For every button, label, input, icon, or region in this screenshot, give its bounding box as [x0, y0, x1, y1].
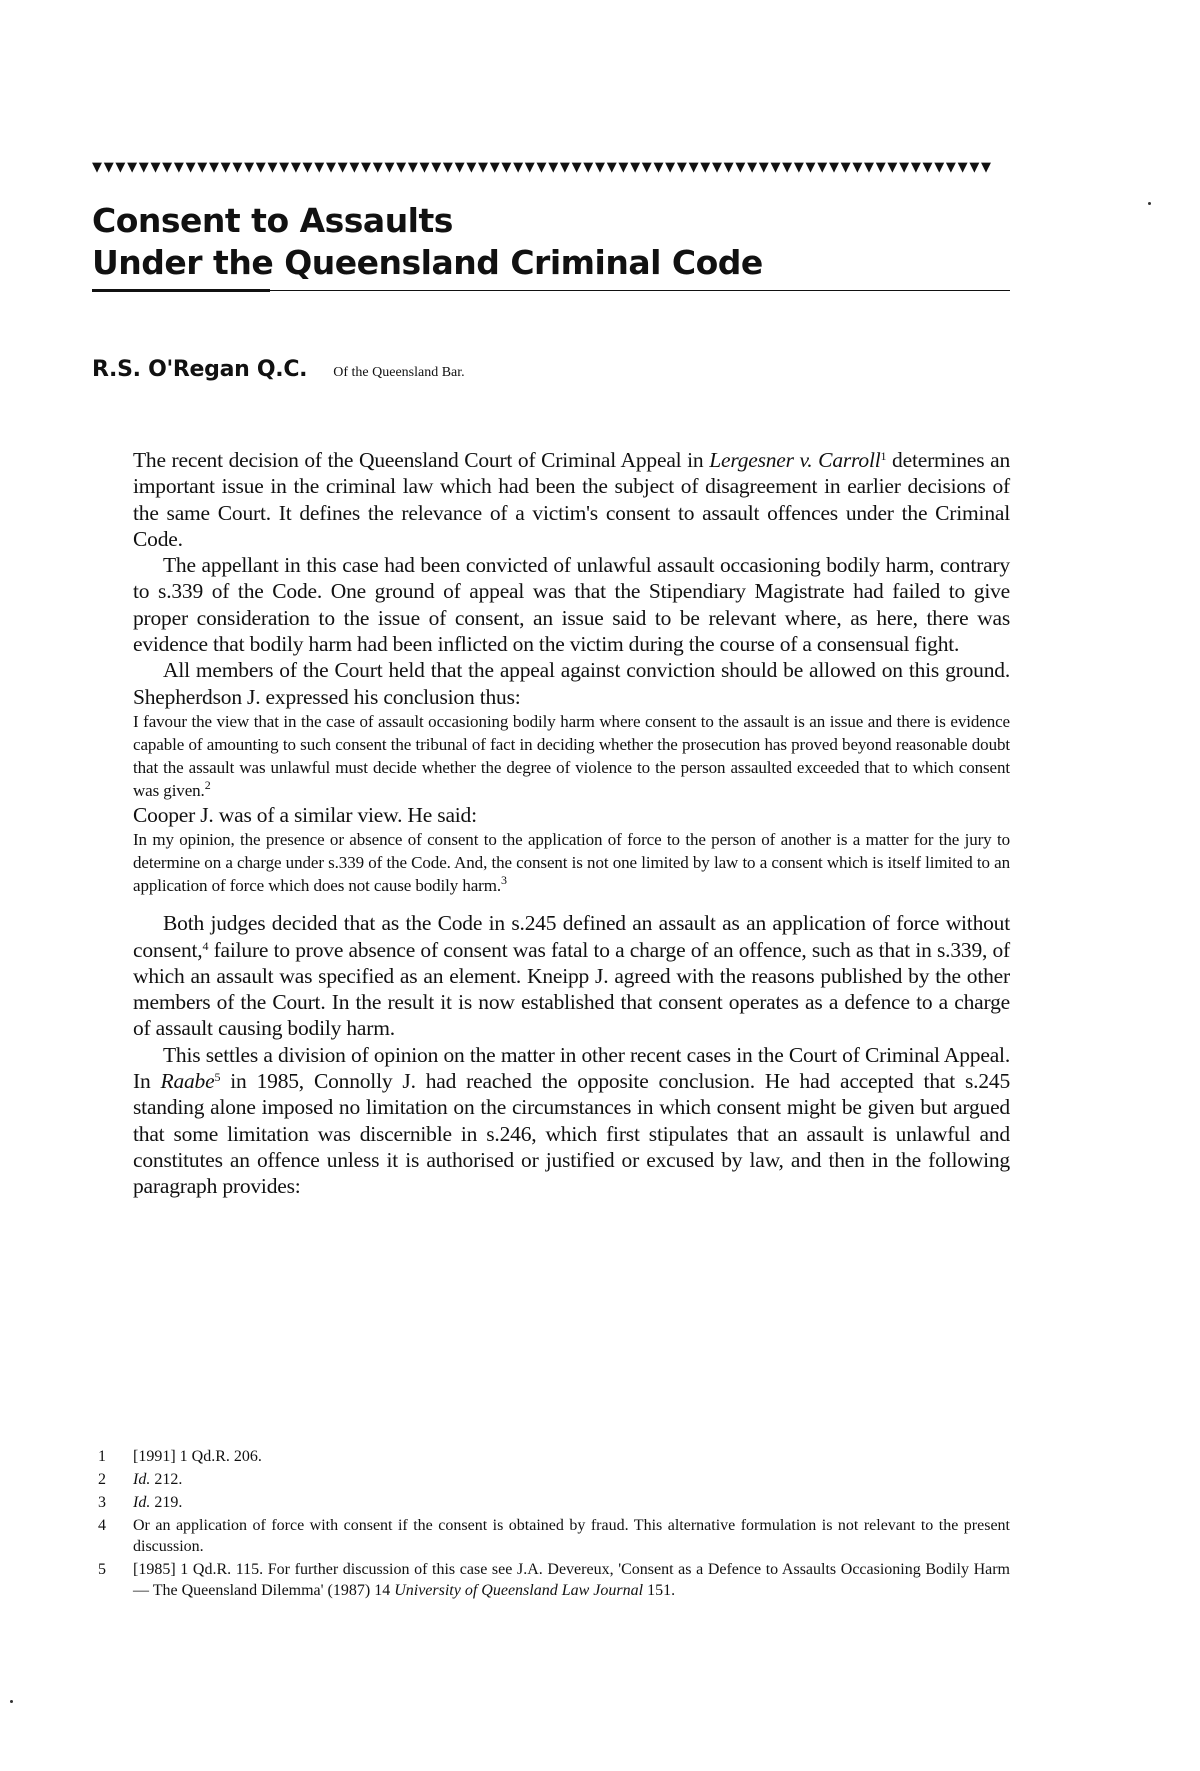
- header-ornament: ▼▼▼▼▼▼▼▼▼▼▼▼▼▼▼▼▼▼▼▼▼▼▼▼▼▼▼▼▼▼▼▼▼▼▼▼▼▼▼▼▼▼▼▼▼▼▼▼▼▼▼▼▼▼▼▼▼▼▼▼▼▼▼▼▼▼▼▼▼▼▼▼▼▼▼▼▼: [92, 160, 993, 175]
- footnote-4: 4 Or an application of force with consent if the consent is obtained by fraud. This alternative formulation is not relevant to the present discussion.: [98, 1517, 1010, 1555]
- paragraph-6: This settles a division of opinion on the matter in other recent cases in the Court of Criminal Appeal. In Raabe$^5$ in 1985, Connolly J. had reached the opposite conclusion. He had accepted that s.245 standing alone imposed no limitation on the circumstances in which consent might be given but argued that some limitation was discernible in s.246, which first stipulates that an assault is unlawful and constitutes an offence unless it is authorised or justified or excused by law, and then in the following paragraph provides:: [133, 1042, 1010, 1199]
- journal-title: University of Queensland Law Journal: [394, 1582, 644, 1599]
- case-name: Lergesner v. Carroll: [709, 448, 881, 472]
- footnotes: [98, 1446, 1010, 1603]
- footnote-ref: 4: [202, 938, 209, 953]
- footnote-ref: 2: [204, 777, 211, 792]
- footnote-ref: 5: [214, 1070, 221, 1085]
- block-quote-2: In my opinion, the presence or absence of consent to the application of force to the person of another is a matter for the jury to determine on a charge under s.339 of the Code. And, the consent is not one limited by law to a consent which is itself limited to an application of force which does not cause bodily harm.$^3$: [133, 830, 1010, 896]
- author-affiliation: Of the Queensland Bar.: [333, 365, 465, 380]
- author-name: R.S. O'Regan Q.C.: [92, 357, 308, 382]
- author-line: [92, 357, 465, 382]
- paragraph-1: The recent decision of the Queensland Court of Criminal Appeal in Lergesner v. Carroll$^1$ determines an important issue in the criminal law which had been the subject of disagreement in earlier decisions of the same Court. It defines the relevance of a victim's consent to assault offences under the Criminal Code.: [133, 448, 1011, 551]
- paragraph-5: Both judges decided that as the Code in s.245 defined an assault as an application of force without consent,$^4$ failure to prove absence of consent was fatal to a charge of an offence, such as that in s.339, of which an assault was specified as an element. Kneipp J. agreed with the reasons published by the other members of the Court. In the result it is now established that consent operates as a defence to a charge of assault causing bodily harm.: [133, 911, 1010, 1041]
- paragraph-4: Cooper J. was of a similar view. He said:: [133, 802, 477, 827]
- footnote-ref: 3: [501, 873, 507, 888]
- article-title: [92, 200, 992, 284]
- paragraph-3: All members of the Court held that the appeal against conviction should be allowed on this ground. Shepherdson J. expressed his conclusion thus:: [133, 658, 1010, 709]
- title-rule-thick: [92, 289, 270, 292]
- scan-speck: [1148, 202, 1151, 205]
- footnote-ref: 1: [880, 449, 887, 463]
- block-quote-1: I favour the view that in the case of assault occasioning bodily harm where consent to the assault is an issue and there is evidence capable of amounting to such consent the tribunal of fact in deciding whether the prosecution has proved beyond reasonable doubt that the assault was unlawful must decide whether the degree of violence to the person assaulted exceeded that to which consent was given.$^2$: [133, 711, 1010, 800]
- footnote-1: 1 [1991] 1 Qd.R. 206.: [98, 1448, 262, 1465]
- paragraph-2: The appellant in this case had been convicted of unlawful assault occasioning bodily harm, contrary to s.339 of the Code. One ground of appeal was that the Stipendiary Magistrate had failed to give proper consideration to the issue of consent, an issue said to be relevant where, as here, there was evidence that bodily harm had been inflicted on the victim during the course of a consensual fight.: [133, 553, 1010, 657]
- title-rule-thin: [270, 290, 1010, 291]
- footnote-3: 3 Id. 219.: [98, 1494, 183, 1511]
- title-line-1: Consent to Assaults: [92, 201, 453, 240]
- scan-speck: [10, 1700, 13, 1703]
- title-line-2: Under the Queensland Criminal Code: [92, 243, 763, 282]
- footnote-5: 5 [1985] 1 Qd.R. 115. For further discussion of this case see J.A. Devereux, 'Consent as a Defence to Assaults Occasioning Bodily Harm — The Queensland Dilemma' (1987) 14 University of Queensland Law Journal 151.: [98, 1561, 1010, 1599]
- article-body: [133, 447, 1010, 1200]
- case-name: Raabe: [160, 1069, 215, 1094]
- footnote-2: 2 Id. 212.: [98, 1471, 183, 1488]
